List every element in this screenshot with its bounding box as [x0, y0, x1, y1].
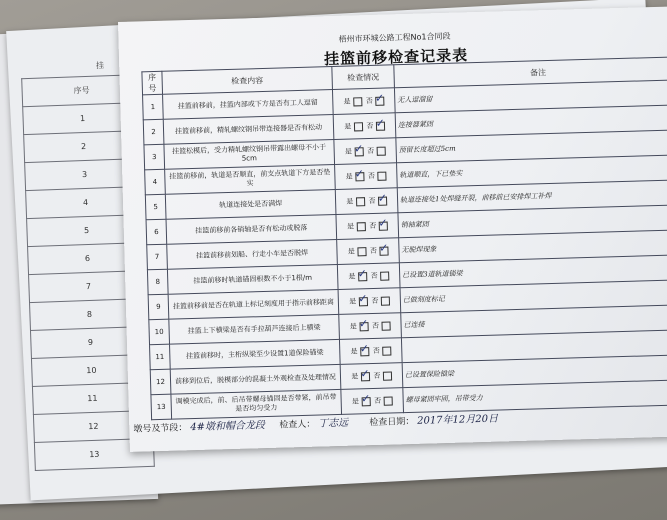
no-label: 否 — [365, 96, 373, 106]
no-checkbox[interactable] — [376, 146, 385, 155]
row-number: 6 — [146, 219, 167, 245]
no-checkbox[interactable] — [383, 371, 392, 380]
yes-label: 是 — [344, 122, 352, 131]
row-number: 10 — [149, 319, 170, 345]
row-number: 9 — [148, 294, 169, 320]
no-checkbox[interactable] — [378, 196, 387, 205]
date-label: 检查日期： — [369, 416, 415, 429]
yes-checkbox[interactable] — [358, 272, 367, 281]
yes-label: 是 — [346, 197, 354, 206]
footer-inspector — [279, 414, 348, 431]
yes-checkbox[interactable] — [354, 147, 363, 156]
yes-checkbox[interactable] — [359, 322, 368, 331]
yes-checkbox[interactable] — [353, 97, 362, 106]
yes-label: 是 — [348, 272, 356, 281]
yes-label: 是 — [347, 247, 355, 256]
handwritten-remark: 已连接 — [401, 305, 667, 338]
inspector-label: 检查人： — [279, 419, 316, 431]
check-item: 挂篮前移前，精轧螺纹钢吊带连接器是否有松动 — [163, 115, 334, 145]
check-status — [337, 263, 400, 290]
back-sheet-row-number: 6 — [28, 242, 148, 274]
back-sheet-row-number: 8 — [30, 298, 150, 330]
handwritten-remark: 已设置3道轨道锚梁 — [399, 255, 667, 288]
check-status — [336, 213, 399, 240]
no-label: 否 — [369, 246, 378, 256]
handwritten-remark: 连接器紧固 — [395, 105, 667, 138]
yes-label: 是 — [351, 372, 359, 381]
check-status — [335, 163, 398, 190]
yes-label: 是 — [349, 297, 357, 306]
row-number: 1 — [143, 94, 164, 120]
check-item: 挂篮前移时轨道锚固根数不小于1根/m — [167, 264, 338, 294]
header-no: 序号 — [142, 71, 163, 95]
no-label: 否 — [367, 146, 375, 156]
handwritten-remark: 轨道顺直，下已垫实 — [397, 155, 667, 188]
check-item: 挂篮前移前，挂篮内部或下方是否有工人逗留 — [163, 90, 334, 120]
yes-checkbox[interactable] — [356, 222, 365, 231]
inspector-signature: 丁志远 — [318, 417, 349, 430]
handwritten-remark: 无人逗溜留 — [394, 80, 667, 113]
no-checkbox[interactable] — [380, 296, 389, 305]
back-sheet-label: 挂 — [95, 60, 105, 71]
no-checkbox[interactable] — [380, 271, 389, 280]
check-status — [334, 138, 397, 165]
yes-checkbox[interactable] — [361, 397, 370, 406]
no-checkbox[interactable] — [382, 346, 391, 355]
back-sheet-row-number: 2 — [24, 131, 144, 163]
no-checkbox[interactable] — [379, 246, 388, 255]
footer-date — [369, 410, 498, 429]
yes-label: 是 — [346, 222, 355, 231]
back-sheet-row-number: 9 — [30, 326, 150, 358]
check-item: 挂篮前移前各销轴是否有松动或脱落 — [166, 214, 337, 244]
back-sheet-row-number: 12 — [33, 410, 153, 442]
yes-label: 是 — [349, 322, 357, 331]
handwritten-remark: 已做刻度标记 — [400, 280, 667, 313]
back-sheet-row-number: 11 — [32, 382, 152, 414]
yes-checkbox[interactable] — [355, 197, 364, 206]
row-number: 3 — [144, 144, 165, 170]
no-checkbox[interactable] — [377, 171, 386, 180]
yes-checkbox[interactable] — [357, 247, 366, 256]
yes-label: 是 — [345, 172, 353, 181]
row-number: 13 — [151, 394, 172, 420]
check-status — [341, 388, 404, 415]
form-subtitle: 梧州市环城公路工程No1合同段 — [338, 31, 451, 44]
handwritten-remark: 螺母紧固牢固，吊带受力 — [403, 380, 667, 413]
check-item: 挂篮上下横梁是否有手拉葫芦连接后上横梁 — [169, 314, 340, 344]
date-value: 2017年12月20日 — [417, 413, 499, 427]
check-item: 挂篮前移前，轨道是否顺直，前支点轨道下方是否垫实 — [165, 165, 336, 195]
back-sheet-row-number: 1 — [23, 103, 143, 135]
row-number: 2 — [143, 119, 164, 145]
no-label: 否 — [374, 396, 382, 405]
no-checkbox[interactable] — [376, 121, 385, 130]
check-item: 挂篮松模后，受力精轧螺纹钢吊带露出螺母不小于5cm — [164, 140, 335, 170]
no-checkbox[interactable] — [381, 321, 390, 330]
handwritten-remark: 轨道连接处1处焊缝开裂，前移前已安排焊工补焊 — [397, 180, 667, 213]
check-item: 挂篮前移前是否在轨道上标记刻度用于指示前移距离 — [168, 289, 339, 319]
check-status — [337, 238, 400, 265]
row-number: 5 — [145, 194, 166, 220]
check-item: 挂篮前移时，主桁纵梁至少设置1道保险锚梁 — [170, 339, 341, 369]
check-status — [339, 338, 402, 365]
row-number: 4 — [145, 169, 166, 195]
yes-checkbox[interactable] — [358, 297, 367, 306]
footer-section — [133, 416, 265, 435]
check-status — [339, 313, 402, 340]
check-item: 轨道连接处是否满焊 — [165, 189, 336, 219]
no-label: 否 — [371, 321, 380, 331]
no-label: 否 — [373, 371, 381, 381]
no-label: 否 — [370, 271, 378, 281]
yes-label: 是 — [343, 97, 351, 106]
back-sheet-row-number: 4 — [26, 186, 146, 218]
row-number: 7 — [147, 244, 168, 270]
handwritten-remark: 预留长度超过5cm — [396, 130, 667, 163]
handwritten-remark: 已设置保险锚梁 — [402, 355, 667, 388]
back-sheet-row-number: 5 — [27, 214, 147, 246]
no-label: 否 — [372, 346, 380, 356]
no-label: 否 — [367, 171, 376, 181]
no-checkbox[interactable] — [375, 96, 384, 105]
yes-label: 是 — [351, 397, 360, 406]
form-title: 挂篮前移检查记录表 — [323, 46, 469, 69]
header-content: 检查内容 — [162, 67, 333, 95]
yes-checkbox[interactable] — [355, 172, 364, 181]
inspection-form — [118, 6, 667, 452]
header-status: 检查情况 — [332, 65, 395, 90]
no-checkbox[interactable] — [383, 396, 392, 405]
back-sheet-header: 序号 — [22, 75, 142, 107]
handwritten-remark: 销轴紧固 — [398, 205, 667, 238]
yes-label: 是 — [344, 147, 353, 156]
back-sheet-row-number: 13 — [34, 438, 154, 470]
back-sheet-row-number: 7 — [29, 270, 149, 302]
inspection-table — [141, 56, 667, 420]
back-sheet-row-number: 3 — [25, 158, 145, 190]
check-status — [338, 288, 401, 315]
check-status — [340, 363, 403, 390]
check-status — [333, 113, 396, 140]
back-sheet-row-number: 10 — [31, 354, 151, 386]
header-remarks: 备注 — [394, 57, 667, 88]
yes-checkbox[interactable] — [360, 372, 369, 381]
row-number: 11 — [150, 344, 171, 370]
no-label: 否 — [371, 296, 379, 306]
no-label: 否 — [366, 121, 374, 131]
check-item: 挂篮前移前划船、行走小车是否脱焊 — [167, 239, 338, 269]
check-item: 前移到位后，脱模部分的混凝土外观检查及处理情况 — [170, 364, 341, 394]
no-label: 否 — [368, 196, 376, 206]
yes-checkbox[interactable] — [360, 347, 369, 356]
section-label: 墩号及节段： — [133, 423, 188, 435]
handwritten-remark: 无脱焊现象 — [399, 230, 667, 263]
no-checkbox[interactable] — [378, 221, 387, 230]
section-value: 4#墩和帽合龙段 — [190, 420, 266, 434]
check-status — [335, 188, 398, 215]
no-label: 否 — [369, 221, 377, 231]
yes-checkbox[interactable] — [353, 122, 362, 131]
check-item: 调模完成后，前、后吊带螺母锚固是否带紧，前吊带是否均匀受力 — [171, 389, 342, 419]
row-number: 8 — [147, 269, 168, 295]
row-number: 12 — [150, 369, 171, 395]
check-status — [332, 88, 395, 115]
yes-label: 是 — [350, 347, 358, 356]
